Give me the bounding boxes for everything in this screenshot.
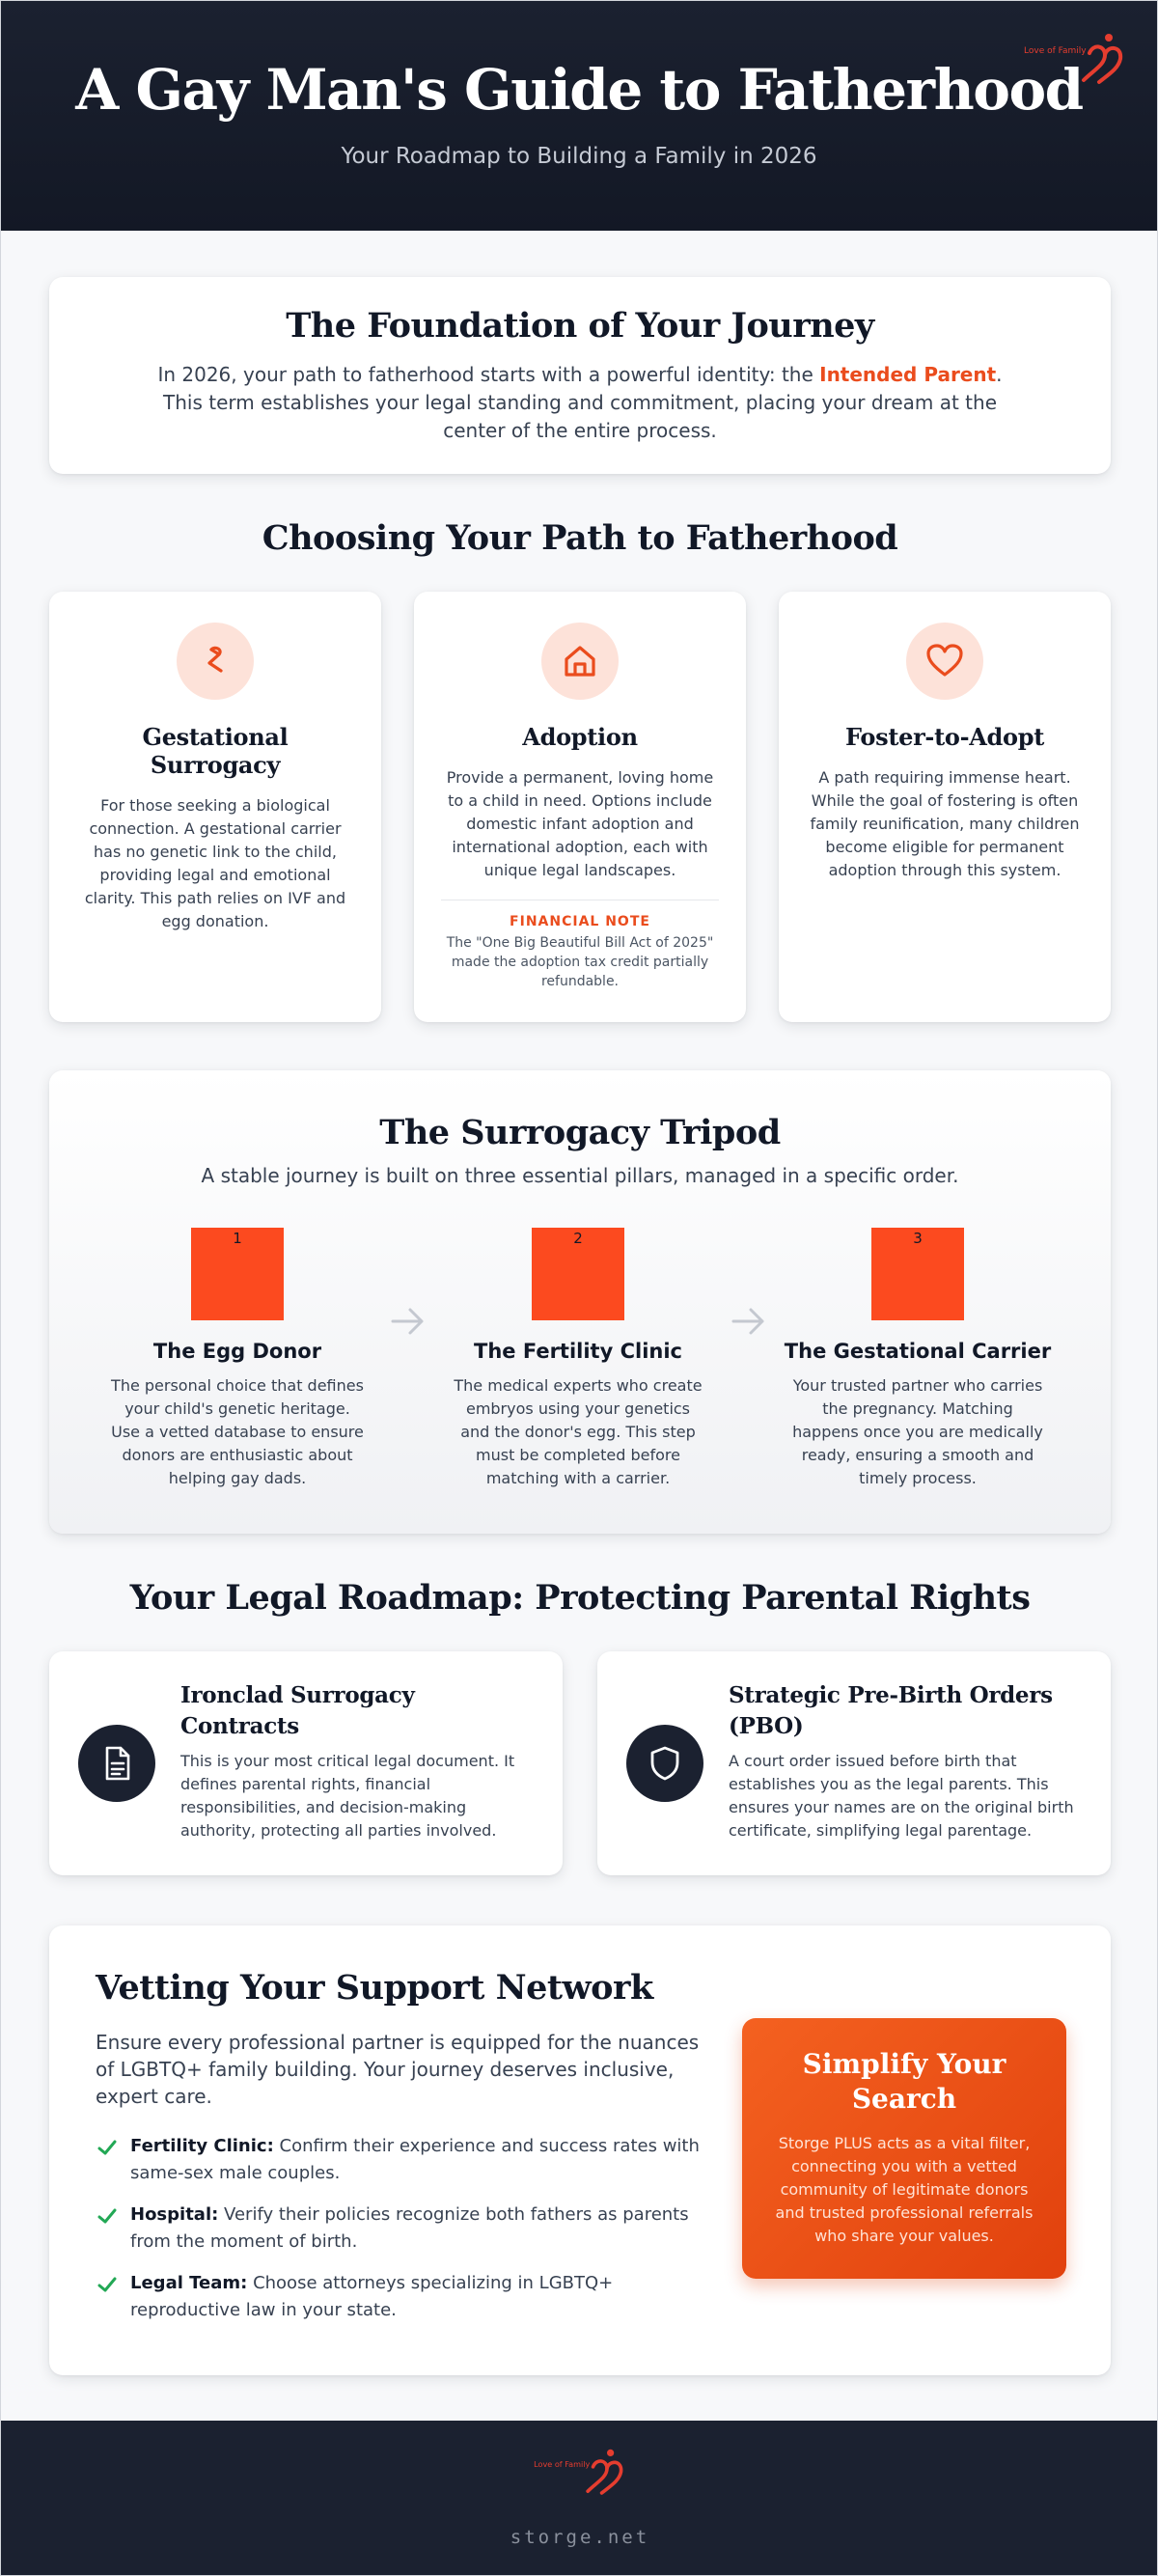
step-text: Your trusted partner who carries the pregnancy. Matching happens once you are medically ready, ensuring a smooth and timely process.: [792, 1376, 1043, 1487]
legal-card-contracts: [49, 1651, 563, 1875]
tripod-title: The Surrogacy Tripod: [379, 1113, 781, 1152]
vetting-card: [49, 1925, 1111, 2375]
checkmark-icon: [96, 2204, 119, 2228]
checkmark-icon: [96, 2273, 119, 2296]
foundation-text: [146, 361, 1014, 445]
page-subtitle: Your Roadmap to Building a Family in 2026: [341, 144, 817, 169]
checklist-text: Choose attorneys specializing in LGBTQ+ reproductive law in your state.: [130, 2273, 614, 2320]
heart-icon: [906, 623, 983, 700]
foundation-card: [49, 277, 1111, 474]
legal-card-title: Ironclad Surrogacy Contracts: [180, 1682, 415, 1739]
checklist-item: [96, 2133, 703, 2187]
path-card-surrogacy: [49, 592, 381, 1022]
step-text: The medical experts who create embryos using your genetics and the donor's egg. This step must be completed before matching with a carrier.: [454, 1376, 703, 1487]
simplify-search-promo: [742, 2018, 1066, 2279]
document-icon: [78, 1725, 155, 1802]
financial-note-text: The "One Big Beautiful Bill Act of 2025" made the adoption tax credit partially refundable.: [446, 935, 714, 989]
path-title: Gestational Surrogacy: [142, 723, 289, 779]
step-number-square: 2: [532, 1228, 624, 1320]
step-title: The Fertility Clinic: [474, 1340, 682, 1363]
tripod-lead: A stable journey is built on three essential pillars, managed in a specific order.: [201, 1164, 959, 1187]
legal-card-pbo: [597, 1651, 1111, 1875]
path-card-adoption: [414, 592, 746, 1022]
financial-note-label: FINANCIAL NOTE: [510, 914, 650, 929]
footer-domain-link[interactable]: storge.net: [510, 2527, 650, 2548]
step-text: The personal choice that defines your child's genetic heritage. Use a vetted database to ensure donors are enthusiastic about helping gay dads.: [111, 1376, 364, 1487]
footer: [1, 2421, 1158, 2575]
path-title: Foster-to-Adopt: [844, 723, 1045, 751]
promo-text: Storge PLUS acts as a vital filter, connecting you with a vetted community of legitimate donors and trusted professional referrals who share your values.: [775, 2134, 1034, 2245]
arrow-right-icon: [730, 1302, 768, 1341]
vetting-title: Vetting Your Support Network: [96, 1968, 653, 2008]
step-title: The Gestational Carrier: [784, 1340, 1052, 1363]
logo-text: Love of Family: [1024, 46, 1087, 56]
tripod-step-gestational-carrier: [783, 1228, 1053, 1490]
step-number-square: 1: [191, 1228, 284, 1320]
path-text: For those seeking a biological connection. A gestational carrier has no genetic link to the child, providing legal and emotional clarity. This path relies on IVF and egg donation.: [84, 796, 346, 930]
path-text: A path requiring immense heart. While the goal of fostering is often family reunification, many children become eligible for permanent adoption through this system.: [810, 768, 1080, 879]
header: [1, 1, 1157, 231]
storge-logo-icon: [532, 2448, 628, 2502]
paths-title: Choosing Your Path to Fatherhood: [262, 518, 898, 558]
checklist-label: Fertility Clinic:: [130, 2136, 274, 2156]
page-title: A Gay Man's Guide to Fatherhood: [75, 57, 1083, 123]
checklist-text: Verify their policies recognize both fathers as parents from the moment of birth.: [130, 2204, 689, 2252]
storge-logo-icon: [1022, 32, 1128, 92]
step-number-square: 3: [871, 1228, 964, 1320]
checklist-item: [96, 2270, 703, 2324]
shield-icon: [626, 1725, 703, 1802]
tripod-card: [49, 1070, 1111, 1534]
checkmark-icon: [96, 2136, 119, 2159]
checklist-label: Legal Team:: [130, 2273, 248, 2293]
legal-card-text: A court order issued before birth that establishes you as the legal parents. This ensures your names are on the original birth certificate, simplifying legal parentage.: [729, 1752, 1074, 1840]
legal-card-text: This is your most critical legal document. It defines parental rights, financial responsibilities, and decision-making authority, protecting all parties involved.: [180, 1752, 515, 1840]
home-icon: [541, 623, 619, 700]
vetting-checklist: [96, 2133, 703, 2324]
intended-parent-highlight: Intended Parent: [819, 363, 997, 386]
checklist-label: Hospital:: [130, 2204, 219, 2225]
vetting-intro: Ensure every professional partner is equipped for the nuances of LGBTQ+ family building. Your journey deserves inclusive, expert care.: [96, 2031, 700, 2108]
promo-title: Simplify Your Search: [802, 2048, 1006, 2115]
path-text: Provide a permanent, loving home to a child in need. Options include domestic infant adoption and international adoption, each with unique legal landscapes.: [446, 768, 714, 879]
path-card-foster: [779, 592, 1111, 1022]
path-title: Adoption: [522, 723, 638, 751]
foundation-title: The Foundation of Your Journey: [286, 306, 874, 346]
footer-logo-text: Love of Family: [534, 2458, 591, 2469]
checklist-text: Confirm their experience and success rates with same-sex male couples.: [130, 2136, 700, 2183]
tripod-step-egg-donor: [102, 1228, 372, 1490]
foundation-text-before: In 2026, your path to fatherhood starts with a powerful identity: the: [157, 363, 820, 386]
arrow-right-icon: [389, 1302, 427, 1341]
tripod-step-fertility-clinic: [443, 1228, 713, 1490]
foundation-text-after: . This term establishes your legal standing and commitment, placing your dream at the center of the entire process.: [163, 363, 1003, 442]
legal-title: Your Legal Roadmap: Protecting Parental Rights: [129, 1578, 1031, 1618]
checklist-item: [96, 2202, 703, 2256]
surrogacy-icon: [177, 623, 254, 700]
step-title: The Egg Donor: [152, 1340, 322, 1363]
legal-card-title: Strategic Pre-Birth Orders (PBO): [729, 1682, 1053, 1739]
